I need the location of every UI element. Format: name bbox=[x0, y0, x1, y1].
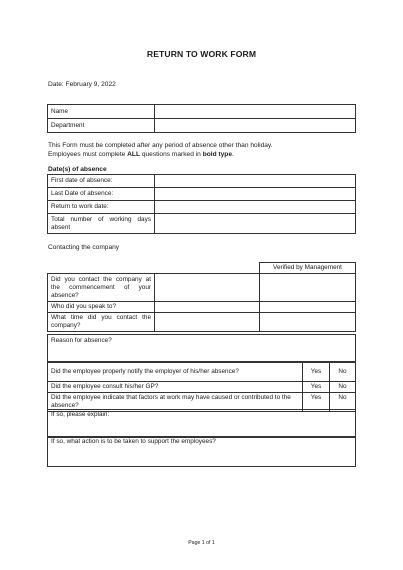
all-emphasis: ALL bbox=[127, 151, 140, 158]
contact-question-label: Did you contact the company at the commencement of your absence? bbox=[48, 274, 155, 302]
question-factors-no[interactable]: No bbox=[330, 393, 356, 412]
bold-type-emphasis: bold type bbox=[202, 151, 232, 158]
intro-line-1: This Form must be completed after any period of absence other than holiday. bbox=[48, 142, 273, 149]
return-date-label: Return to work date: bbox=[48, 201, 155, 214]
question-gp-no[interactable]: No bbox=[330, 382, 356, 393]
question-notify-no[interactable]: No bbox=[330, 362, 356, 382]
speak-to-label: Who did you speak to? bbox=[48, 302, 155, 313]
contact-time-verified-field[interactable] bbox=[260, 313, 356, 332]
contact-table bbox=[47, 262, 356, 332]
first-date-field[interactable] bbox=[155, 175, 356, 188]
questions-table bbox=[47, 361, 356, 412]
speak-to-verified-field[interactable] bbox=[260, 302, 356, 313]
question-notify-yes[interactable]: Yes bbox=[303, 362, 330, 382]
form-title: RETURN TO WORK FORM bbox=[146, 49, 257, 59]
question-gp-label: Did the employee consult his/her GP? bbox=[48, 382, 303, 393]
page-footer: Page 1 of 1 bbox=[188, 540, 215, 546]
absence-table bbox=[47, 174, 356, 234]
first-date-label: First date of absence: bbox=[48, 175, 155, 188]
last-date-field[interactable] bbox=[155, 188, 356, 201]
department-label: Department bbox=[48, 119, 155, 133]
date-line: Date: February 9, 2022 bbox=[48, 81, 116, 88]
total-days-label: Total number of working days absent bbox=[48, 214, 155, 234]
action-label: If so, what action is to be taken to support the employees? bbox=[51, 438, 216, 445]
question-notify-label: Did the employee properly notify the employer of his/her absence? bbox=[48, 362, 303, 382]
department-field[interactable] bbox=[155, 119, 356, 133]
name-label: Name bbox=[48, 105, 155, 119]
contact-time-field[interactable] bbox=[155, 313, 260, 332]
explain-label: If so, please explain: bbox=[51, 411, 110, 418]
contact-answer-field[interactable] bbox=[155, 274, 260, 302]
question-factors-label: Did the employee indicate that factors at work may have caused or contributed to the absence? bbox=[48, 393, 303, 412]
question-factors-yes[interactable]: Yes bbox=[303, 393, 330, 412]
total-days-field[interactable] bbox=[155, 214, 356, 234]
contact-verified-field[interactable] bbox=[260, 274, 356, 302]
contacting-label: Contacting the company bbox=[48, 244, 120, 251]
verified-header: Verified by Management bbox=[260, 263, 356, 274]
name-field[interactable] bbox=[155, 105, 356, 119]
last-date-label: Last Date of absence: bbox=[48, 188, 155, 201]
reason-label: Reason for absence? bbox=[51, 337, 112, 344]
employee-table bbox=[47, 104, 356, 133]
return-date-field[interactable] bbox=[155, 201, 356, 214]
contact-time-label: What time did you contact the company? bbox=[48, 313, 155, 332]
question-gp-yes[interactable]: Yes bbox=[303, 382, 330, 393]
speak-to-field[interactable] bbox=[155, 302, 260, 313]
intro-line-2: Employees must complete ALL questions marked in bold type. bbox=[48, 151, 234, 158]
absence-heading: Date(s) of absence bbox=[48, 166, 107, 173]
